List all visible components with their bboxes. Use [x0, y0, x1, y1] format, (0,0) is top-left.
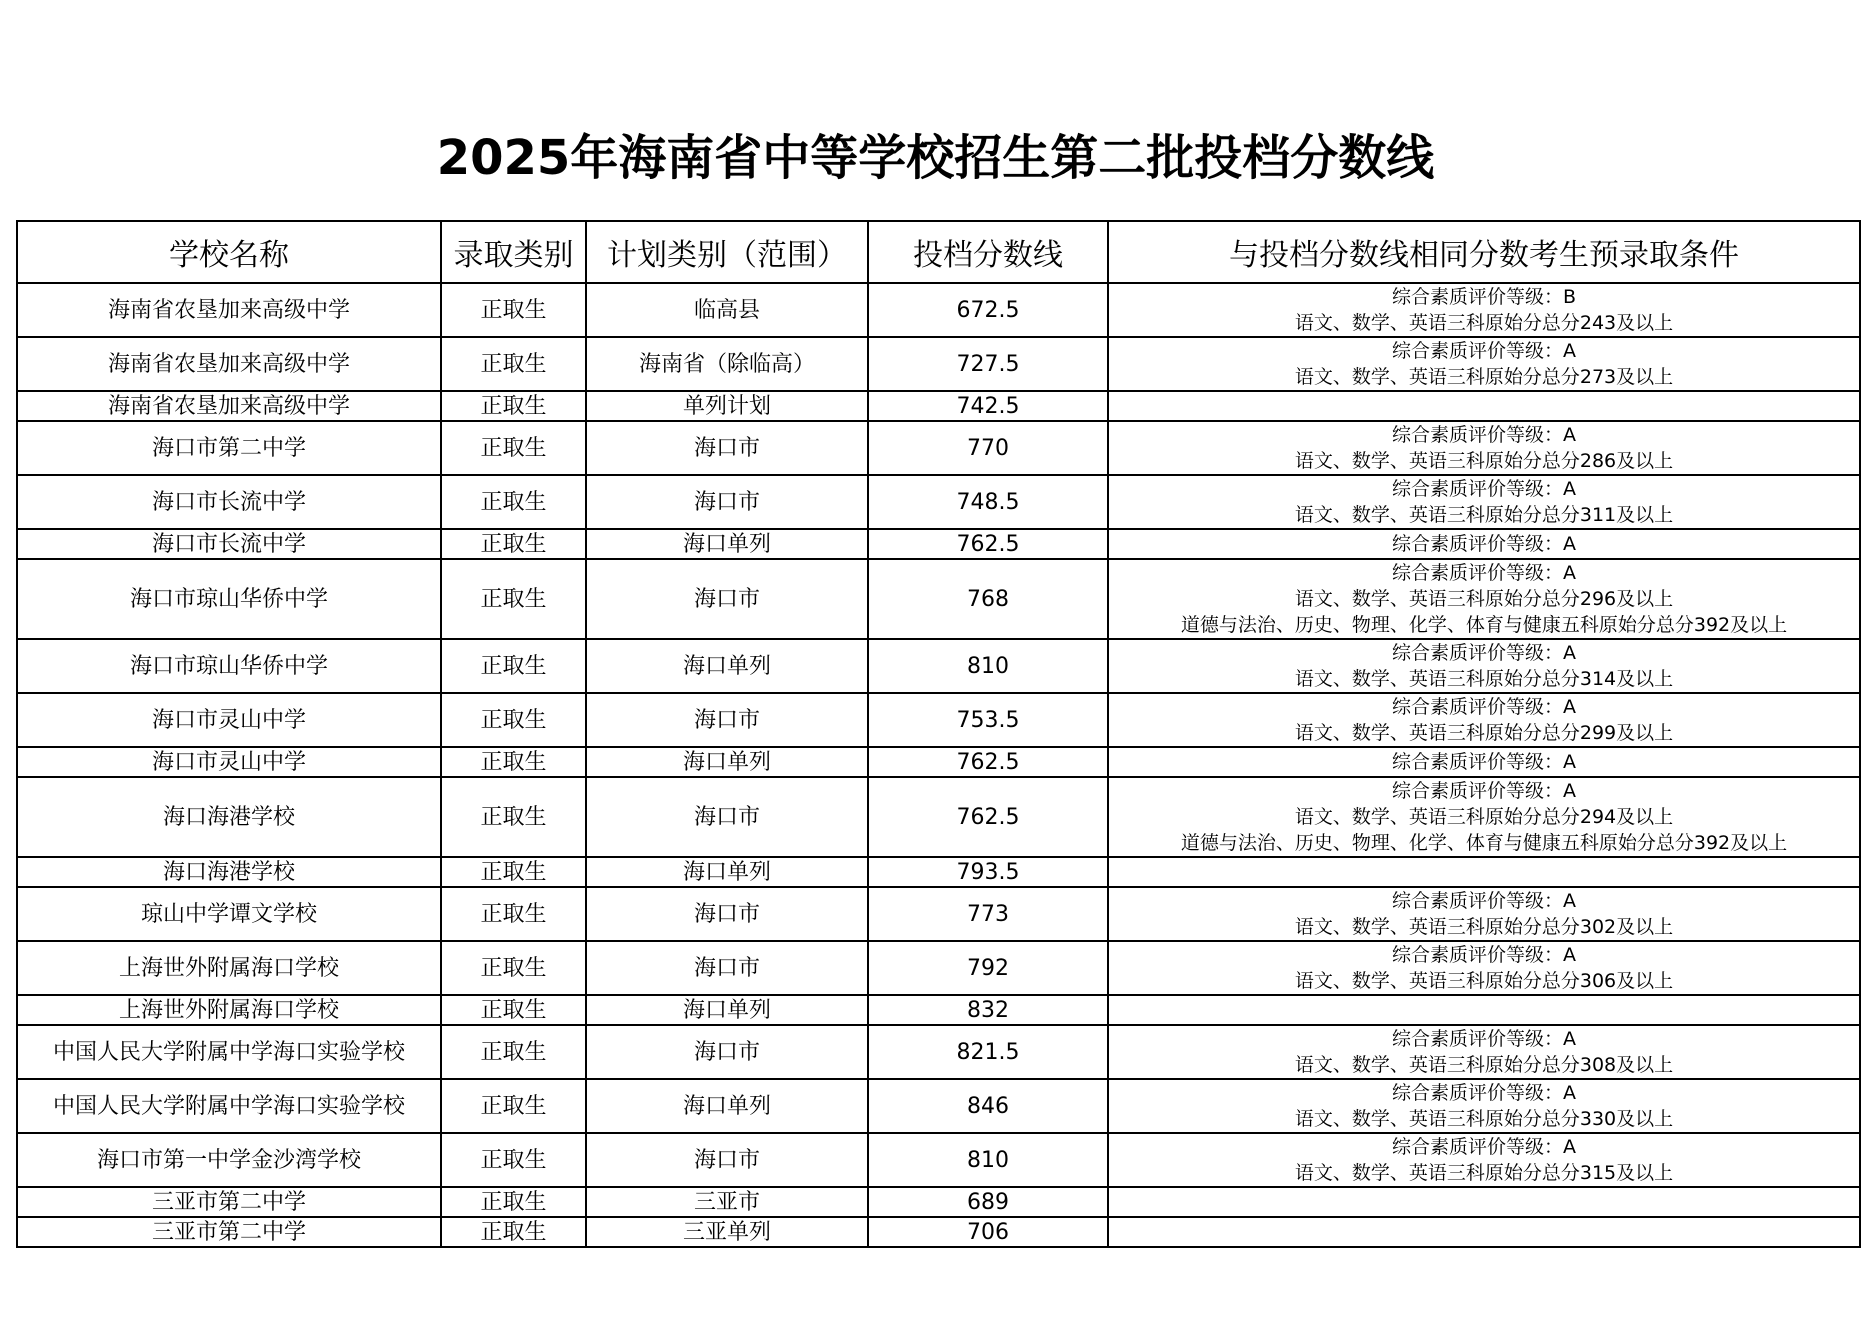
table-row	[17, 1187, 1860, 1217]
table-row	[17, 777, 1860, 857]
type-cell: 正取生	[441, 887, 586, 941]
table-row	[17, 529, 1860, 559]
page-title: 2025年海南省中等学校招生第二批投档分数线	[436, 130, 1435, 186]
condition-line: 综合素质评价等级：A	[1392, 780, 1576, 802]
condition-cell	[1108, 941, 1860, 995]
plan-cell: 海口单列	[586, 1079, 868, 1133]
score-cell: 768	[868, 559, 1108, 639]
type-cell: 正取生	[441, 857, 586, 887]
table-header-row	[17, 221, 1860, 283]
condition-cell	[1108, 639, 1860, 693]
type-cell: 正取生	[441, 391, 586, 421]
type-cell: 正取生	[441, 995, 586, 1025]
condition-line: 综合素质评价等级：A	[1392, 340, 1576, 362]
condition-line: 语文、数学、英语三科原始分总分273及以上	[1294, 366, 1674, 388]
score-cell: 753.5	[868, 693, 1108, 747]
condition-cell	[1108, 283, 1860, 337]
plan-cell: 海口市	[586, 1025, 868, 1079]
plan-cell: 临高县	[586, 283, 868, 337]
school-cell: 海南省农垦加来高级中学	[17, 391, 441, 421]
condition-line: 语文、数学、英语三科原始分总分302及以上	[1294, 916, 1674, 938]
condition-line: 综合素质评价等级：A	[1392, 478, 1576, 500]
school-cell: 海口市琼山华侨中学	[17, 559, 441, 639]
school-cell: 海口市长流中学	[17, 529, 441, 559]
score-cell: 792	[868, 941, 1108, 995]
type-cell: 正取生	[441, 777, 586, 857]
score-cell: 689	[868, 1187, 1108, 1217]
school-cell: 海口海港学校	[17, 857, 441, 887]
table-row	[17, 559, 1860, 639]
score-cell: 832	[868, 995, 1108, 1025]
plan-cell: 海南省（除临高）	[586, 337, 868, 391]
condition-line: 语文、数学、英语三科原始分总分294及以上	[1294, 806, 1674, 828]
plan-cell: 三亚市	[586, 1187, 868, 1217]
school-cell: 中国人民大学附属中学海口实验学校	[17, 1079, 441, 1133]
condition-line: 综合素质评价等级：A	[1392, 890, 1576, 912]
score-table	[16, 220, 1861, 1248]
school-cell: 海口海港学校	[17, 777, 441, 857]
condition-line: 综合素质评价等级：A	[1392, 562, 1576, 584]
header-plan: 计划类别（范围）	[586, 221, 868, 283]
condition-cell	[1108, 887, 1860, 941]
condition-line: 综合素质评价等级：A	[1392, 696, 1576, 718]
condition-line: 语文、数学、英语三科原始分总分306及以上	[1294, 970, 1674, 992]
type-cell: 正取生	[441, 747, 586, 777]
table-row	[17, 941, 1860, 995]
score-cell: 846	[868, 1079, 1108, 1133]
header-condition: 与投档分数线相同分数考生预录取条件	[1108, 221, 1860, 283]
condition-cell	[1108, 529, 1860, 559]
table-row	[17, 639, 1860, 693]
school-cell: 海口市长流中学	[17, 475, 441, 529]
table-row	[17, 1079, 1860, 1133]
school-cell: 海口市琼山华侨中学	[17, 639, 441, 693]
condition-line: 道德与法治、历史、物理、化学、体育与健康五科原始分总分392及以上	[1180, 832, 1788, 854]
type-cell: 正取生	[441, 421, 586, 475]
score-cell: 727.5	[868, 337, 1108, 391]
condition-line: 综合素质评价等级：A	[1392, 533, 1576, 555]
condition-line: 语文、数学、英语三科原始分总分243及以上	[1294, 312, 1674, 334]
type-cell: 正取生	[441, 1025, 586, 1079]
score-cell: 762.5	[868, 747, 1108, 777]
school-cell: 三亚市第二中学	[17, 1217, 441, 1247]
score-cell: 810	[868, 1133, 1108, 1187]
condition-cell	[1108, 421, 1860, 475]
type-cell: 正取生	[441, 1133, 586, 1187]
condition-line: 语文、数学、英语三科原始分总分311及以上	[1294, 504, 1674, 526]
plan-cell: 海口市	[586, 941, 868, 995]
table-row	[17, 887, 1860, 941]
plan-cell: 海口单列	[586, 639, 868, 693]
score-cell: 810	[868, 639, 1108, 693]
score-cell: 742.5	[868, 391, 1108, 421]
condition-cell	[1108, 1217, 1860, 1247]
condition-cell	[1108, 693, 1860, 747]
condition-cell	[1108, 391, 1860, 421]
table-row	[17, 1217, 1860, 1247]
type-cell: 正取生	[441, 1187, 586, 1217]
condition-cell	[1108, 1187, 1860, 1217]
table-row	[17, 693, 1860, 747]
condition-line: 语文、数学、英语三科原始分总分296及以上	[1294, 588, 1674, 610]
score-cell: 672.5	[868, 283, 1108, 337]
plan-cell: 海口市	[586, 475, 868, 529]
table-row	[17, 857, 1860, 887]
plan-cell: 海口市	[586, 693, 868, 747]
school-cell: 上海世外附属海口学校	[17, 941, 441, 995]
condition-line: 语文、数学、英语三科原始分总分330及以上	[1294, 1108, 1674, 1130]
table-row	[17, 475, 1860, 529]
condition-cell	[1108, 857, 1860, 887]
type-cell: 正取生	[441, 283, 586, 337]
table-body	[17, 283, 1860, 1247]
condition-line: 语文、数学、英语三科原始分总分308及以上	[1294, 1054, 1674, 1076]
school-cell: 海南省农垦加来高级中学	[17, 283, 441, 337]
plan-cell: 海口市	[586, 421, 868, 475]
type-cell: 正取生	[441, 1217, 586, 1247]
type-cell: 正取生	[441, 559, 586, 639]
condition-line: 道德与法治、历史、物理、化学、体育与健康五科原始分总分392及以上	[1180, 614, 1788, 636]
header-score: 投档分数线	[868, 221, 1108, 283]
table-row	[17, 1133, 1860, 1187]
school-cell: 中国人民大学附属中学海口实验学校	[17, 1025, 441, 1079]
table-row	[17, 283, 1860, 337]
score-cell: 770	[868, 421, 1108, 475]
condition-line: 综合素质评价等级：A	[1392, 1028, 1576, 1050]
condition-line: 综合素质评价等级：A	[1392, 751, 1576, 773]
header-school: 学校名称	[17, 221, 441, 283]
table-row	[17, 747, 1860, 777]
plan-cell: 海口单列	[586, 995, 868, 1025]
condition-line: 语文、数学、英语三科原始分总分286及以上	[1294, 450, 1674, 472]
plan-cell: 单列计划	[586, 391, 868, 421]
score-cell: 762.5	[868, 529, 1108, 559]
plan-cell: 海口单列	[586, 857, 868, 887]
score-cell: 706	[868, 1217, 1108, 1247]
condition-cell	[1108, 995, 1860, 1025]
type-cell: 正取生	[441, 529, 586, 559]
header-type: 录取类别	[441, 221, 586, 283]
school-cell: 海口市第一中学金沙湾学校	[17, 1133, 441, 1187]
score-cell: 762.5	[868, 777, 1108, 857]
table-row	[17, 391, 1860, 421]
condition-line: 综合素质评价等级：A	[1392, 1082, 1576, 1104]
condition-line: 综合素质评价等级：B	[1391, 286, 1577, 308]
score-cell: 748.5	[868, 475, 1108, 529]
score-cell: 821.5	[868, 1025, 1108, 1079]
condition-line: 综合素质评价等级：A	[1392, 424, 1576, 446]
type-cell: 正取生	[441, 639, 586, 693]
school-cell: 海口市灵山中学	[17, 693, 441, 747]
condition-cell	[1108, 337, 1860, 391]
condition-line: 语文、数学、英语三科原始分总分299及以上	[1294, 722, 1674, 744]
condition-cell	[1108, 1079, 1860, 1133]
school-cell: 海南省农垦加来高级中学	[17, 337, 441, 391]
type-cell: 正取生	[441, 693, 586, 747]
condition-line: 综合素质评价等级：A	[1392, 642, 1576, 664]
school-cell: 琼山中学谭文学校	[17, 887, 441, 941]
type-cell: 正取生	[441, 941, 586, 995]
condition-cell	[1108, 475, 1860, 529]
plan-cell: 海口市	[586, 777, 868, 857]
type-cell: 正取生	[441, 337, 586, 391]
table-row	[17, 1025, 1860, 1079]
table-row	[17, 995, 1860, 1025]
condition-line: 语文、数学、英语三科原始分总分314及以上	[1294, 668, 1674, 690]
type-cell: 正取生	[441, 475, 586, 529]
plan-cell: 海口单列	[586, 529, 868, 559]
plan-cell: 海口市	[586, 559, 868, 639]
condition-cell	[1108, 747, 1860, 777]
school-cell: 三亚市第二中学	[17, 1187, 441, 1217]
condition-line: 综合素质评价等级：A	[1392, 1136, 1576, 1158]
condition-line: 综合素质评价等级：A	[1392, 944, 1576, 966]
score-cell: 773	[868, 887, 1108, 941]
plan-cell: 海口市	[586, 887, 868, 941]
table-row	[17, 337, 1860, 391]
table-row	[17, 421, 1860, 475]
type-cell: 正取生	[441, 1079, 586, 1133]
condition-cell	[1108, 1133, 1860, 1187]
condition-cell	[1108, 777, 1860, 857]
school-cell: 上海世外附属海口学校	[17, 995, 441, 1025]
condition-cell	[1108, 1025, 1860, 1079]
school-cell: 海口市第二中学	[17, 421, 441, 475]
school-cell: 海口市灵山中学	[17, 747, 441, 777]
plan-cell: 三亚单列	[586, 1217, 868, 1247]
plan-cell: 海口单列	[586, 747, 868, 777]
condition-line: 语文、数学、英语三科原始分总分315及以上	[1294, 1162, 1674, 1184]
score-cell: 793.5	[868, 857, 1108, 887]
condition-cell	[1108, 559, 1860, 639]
plan-cell: 海口市	[586, 1133, 868, 1187]
